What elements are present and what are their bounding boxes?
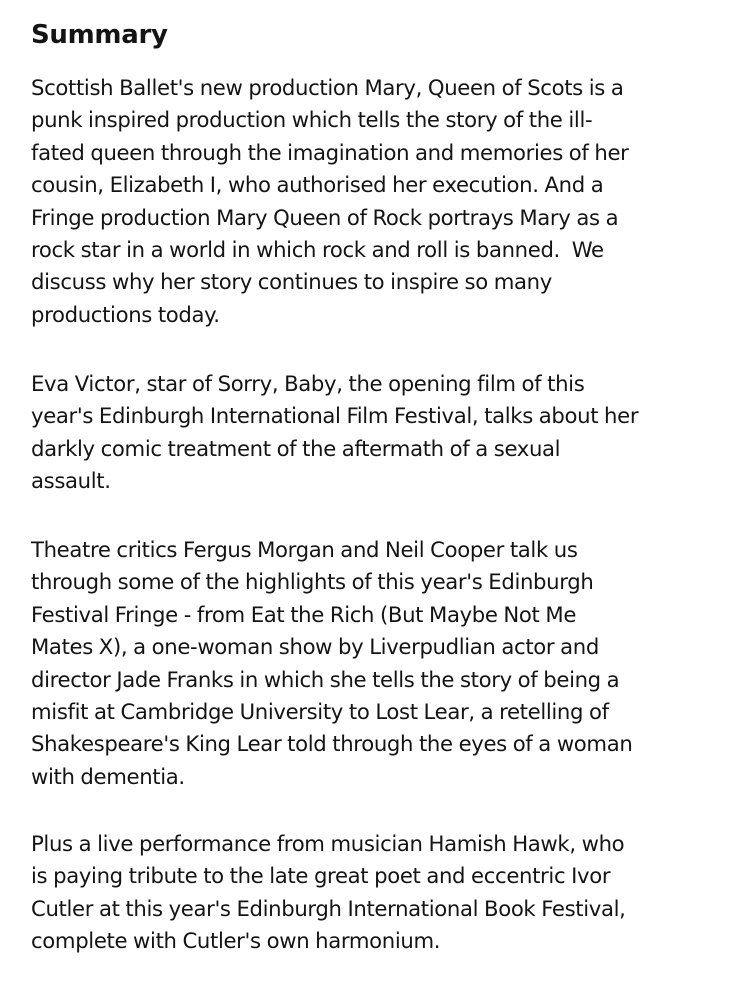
paragraph-line: Cutler at this year's Edinburgh International Book Festival, <box>31 895 626 921</box>
paragraph-line: fated queen through the imagination and memories of her <box>31 139 629 165</box>
paragraph-line: Festival Fringe - from Eat the Rich (But Maybe Not Me <box>31 601 577 627</box>
paragraph-line: Theatre critics Fergus Morgan and Neil Cooper talk us <box>31 537 578 562</box>
paragraph-line: cousin, Elizabeth I, who authorised her execution. And a <box>31 172 604 198</box>
summary-paragraph-ballet <box>31 72 721 331</box>
paragraph-line: Shakespeare's King Lear told through the eyes of a woman <box>31 731 633 757</box>
paragraph-line: with dementia. <box>31 763 185 789</box>
paragraph-line: Plus a live performance from musician Hamish Hawk, who <box>31 831 625 856</box>
summary-paragraph-fringe <box>31 534 721 793</box>
paragraph-line: punk inspired production which tells the story of the ill- <box>31 107 593 133</box>
summary-paragraph-film <box>31 368 721 498</box>
paragraph-line: misfit at Cambridge University to Lost Lear, a retelling of <box>31 699 609 725</box>
paragraph-line: director Jade Franks in which she tells the story of being a <box>31 666 620 692</box>
paragraph-line: Mates X), a one-woman show by Liverpudlian actor and <box>31 634 599 660</box>
paragraph-line: productions today. <box>31 301 220 327</box>
paragraph-line: year's Edinburgh International Film Festival, talks about her <box>31 403 639 429</box>
paragraph-line: Fringe production Mary Queen of Rock portrays Mary as a <box>31 204 619 230</box>
paragraph-line: complete with Cutler's own harmonium. <box>31 928 441 954</box>
paragraph-line: through some of the highlights of this year's Edinburgh <box>31 569 594 595</box>
summary-heading: Summary <box>31 20 168 50</box>
paragraph-line: Eva Victor, star of Sorry, Baby, the opening film of this <box>31 371 585 396</box>
summary-paragraph-music <box>31 828 721 958</box>
paragraph-line: rock star in a world in which rock and roll is banned. We <box>31 237 604 263</box>
paragraph-line: is paying tribute to the late great poet and eccentric Ivor <box>31 863 611 889</box>
paragraph-line: assault. <box>31 468 111 494</box>
paragraph-line: discuss why her story continues to inspire so many <box>31 269 552 295</box>
paragraph-line: darkly comic treatment of the aftermath of a sexual <box>31 435 561 461</box>
paragraph-line: Scottish Ballet's new production Mary, Queen of Scots is a <box>31 75 624 100</box>
